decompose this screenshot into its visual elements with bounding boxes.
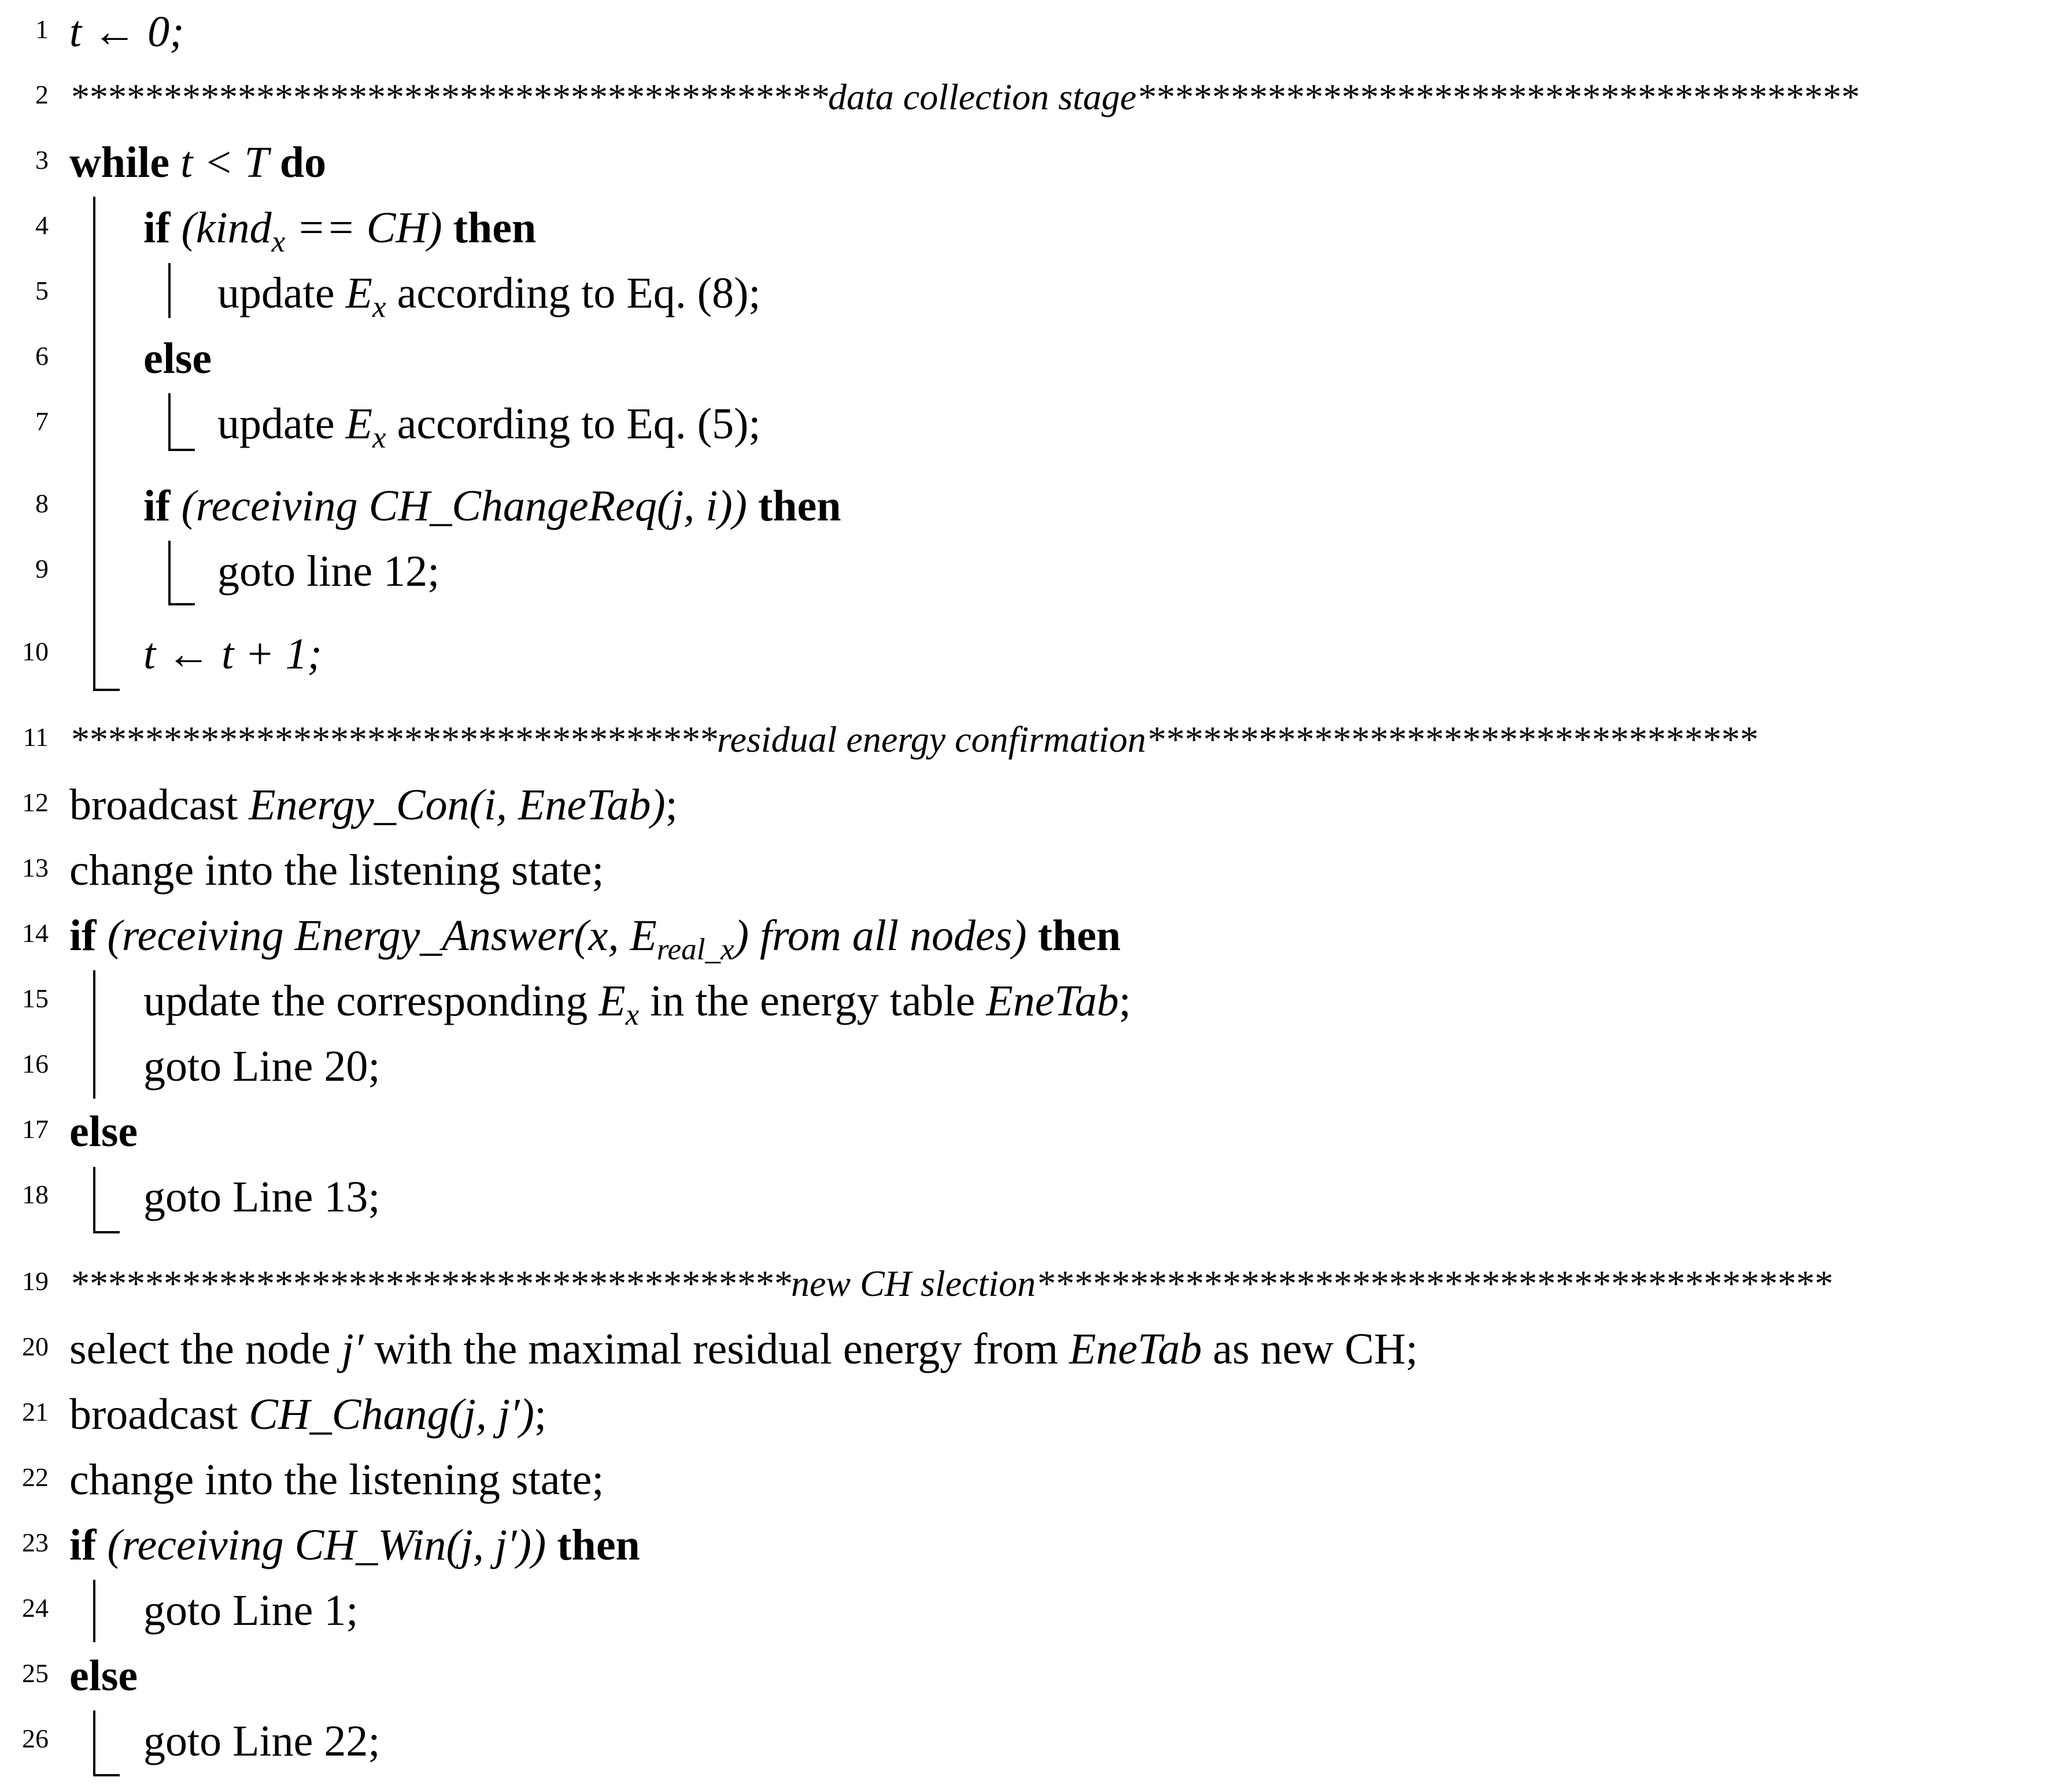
line-text: goto Line 13;: [143, 1173, 380, 1221]
variable: E: [345, 400, 373, 448]
message: CH_Chang(j, j′): [249, 1390, 534, 1439]
subscript: real_x: [656, 932, 734, 967]
else-block-end: [93, 1231, 120, 1233]
line-text: t ← 0;: [69, 8, 184, 56]
text-part: according to Eq. (5);: [386, 400, 761, 448]
condition: == CH): [285, 204, 442, 252]
line-number: 1: [35, 14, 49, 44]
keyword: else: [143, 334, 212, 383]
line-number: 3: [35, 145, 49, 175]
subscript: x: [625, 997, 640, 1032]
keyword: then: [557, 1521, 640, 1569]
line-number: 17: [22, 1114, 49, 1144]
text-part: update: [217, 269, 346, 317]
line-number: 4: [35, 210, 49, 240]
line-number: 14: [22, 918, 49, 948]
text-part: broadcast: [69, 1390, 249, 1439]
line-text: [69, 1323, 1418, 1375]
line-text: [217, 267, 761, 333]
line-text: [217, 398, 761, 464]
keyword: then: [1037, 911, 1121, 960]
keyword: if: [69, 911, 97, 960]
else-block-line: [93, 1167, 95, 1233]
line-number: 21: [22, 1397, 49, 1427]
text-part: according to Eq. (8);: [386, 269, 761, 317]
line-number: 19: [22, 1266, 49, 1296]
subscript: x: [372, 420, 386, 455]
keyword: else: [69, 1651, 138, 1700]
line-number: 12: [22, 788, 49, 817]
text-part: ;: [1118, 977, 1131, 1025]
line-text: [69, 136, 326, 189]
text-part: update the corresponding: [143, 977, 599, 1025]
if-block-line: [93, 970, 95, 1099]
if-block-end: [168, 603, 195, 605]
line-number: 25: [22, 1658, 49, 1688]
variable: E: [345, 269, 373, 317]
keyword: else: [69, 1107, 138, 1156]
condition: (kind: [181, 204, 272, 252]
text-part: ;: [534, 1390, 547, 1439]
line-number: 20: [22, 1332, 49, 1361]
section-header-residual-energy: ***********************************residual energy confirmation*********************************: [69, 719, 1757, 760]
line-text: [143, 480, 841, 532]
else-block-line: [168, 393, 171, 451]
line-text: t ← t + 1;: [143, 630, 322, 678]
text-part: broadcast: [69, 781, 249, 829]
line-text: goto line 12;: [217, 547, 440, 596]
keyword: then: [758, 482, 841, 530]
line-number: 11: [23, 722, 49, 752]
section-header-new-ch: ***************************************new CH slection*******************************************: [69, 1263, 1832, 1304]
condition: (receiving Energy_Answer(x, E: [107, 911, 657, 960]
line-text: [69, 1519, 640, 1571]
line-number: 22: [22, 1462, 49, 1492]
line-number: 26: [22, 1724, 49, 1753]
line-text: change into the listening state;: [69, 846, 604, 895]
else-block-end: [168, 449, 195, 451]
line-number: 15: [22, 984, 49, 1013]
line-text: change into the listening state;: [69, 1455, 604, 1504]
line-text: goto Line 22;: [143, 1717, 380, 1765]
variable: EneTab: [986, 977, 1119, 1025]
section-header-data-collection: *****************************************data collection stage***************************************: [69, 76, 1859, 117]
line-number: 6: [35, 341, 49, 371]
else-block-end: [93, 1774, 120, 1776]
line-text: [69, 1388, 546, 1440]
keyword: do: [279, 138, 327, 187]
text-part: update: [217, 400, 346, 448]
if-block-line: [168, 541, 171, 605]
else-block-line: [93, 1710, 95, 1776]
line-number: 16: [22, 1049, 49, 1078]
line-text: goto Line 20;: [143, 1042, 380, 1091]
line-number: 9: [35, 554, 49, 583]
while-block-end: [93, 689, 120, 691]
line-text: goto Line 1;: [143, 1586, 359, 1635]
keyword: if: [69, 1521, 97, 1569]
variable: j′: [341, 1325, 364, 1373]
line-number: 7: [35, 407, 49, 436]
text-part: with the maximal residual energy from: [363, 1325, 1069, 1373]
text-part: ;: [665, 781, 678, 829]
line-text: [143, 975, 1131, 1041]
line-number: 18: [22, 1180, 49, 1209]
keyword: if: [143, 204, 171, 252]
message: Energy_Con(i, EneTab): [249, 781, 666, 829]
keyword: then: [453, 204, 537, 252]
line-number: 13: [22, 853, 49, 882]
line-number: 8: [35, 489, 49, 518]
then-block-line: [168, 263, 171, 318]
variable: EneTab: [1069, 1325, 1202, 1373]
keyword: if: [143, 482, 171, 530]
condition: (receiving CH_Win(j, j′)): [107, 1521, 546, 1569]
line-number: 2: [35, 80, 49, 109]
line-number: 5: [35, 276, 49, 305]
text-part: select the node: [69, 1325, 342, 1373]
if-block-line: [93, 1580, 95, 1642]
line-number: 10: [22, 637, 49, 666]
subscript: x: [372, 290, 386, 324]
line-number: 24: [22, 1593, 49, 1623]
text-part: as new CH;: [1202, 1325, 1418, 1373]
line-number: 23: [22, 1528, 49, 1557]
while-block-line: [93, 197, 95, 691]
line-text: [143, 202, 536, 268]
subscript: x: [271, 224, 286, 259]
variable: E: [598, 977, 626, 1025]
line-text: [69, 910, 1121, 976]
line-text: [69, 779, 678, 831]
text-part: in the energy table: [639, 977, 987, 1025]
condition: (receiving CH_ChangeReq(j, i)): [181, 482, 747, 530]
condition: ) from all nodes): [734, 911, 1027, 960]
expression: t < T: [180, 138, 269, 187]
keyword: while: [69, 138, 170, 187]
